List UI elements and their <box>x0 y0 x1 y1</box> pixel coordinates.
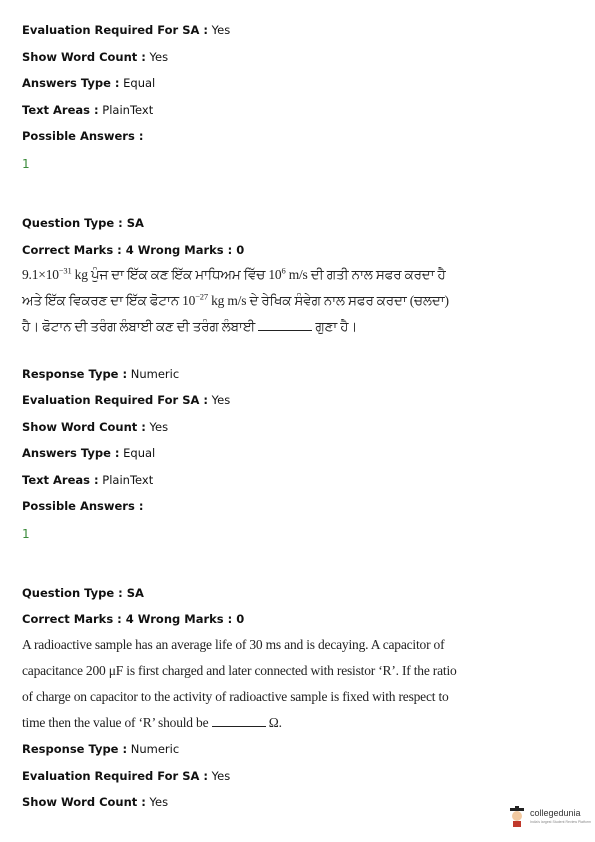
answers-type-row: Answers Type : Equal <box>22 76 156 90</box>
marks-row: Correct Marks : 4 Wrong Marks : 0 <box>22 612 245 626</box>
response-type-row: Response Type : Numeric <box>22 742 180 756</box>
collegedunia-logo: collegedunia India's largest Student Review Platform <box>508 806 588 832</box>
eval-required-row: Evaluation Required For SA : Yes <box>22 23 231 37</box>
text-areas-row: Text Areas : PlainText <box>22 103 154 117</box>
question-type: Question Type : SA <box>22 216 144 230</box>
show-word-count-row: Show Word Count : Yes <box>22 50 169 64</box>
possible-answers-label: Possible Answers : <box>22 129 144 143</box>
question-type: Question Type : SA <box>22 586 144 600</box>
marks-row: Correct Marks : 4 Wrong Marks : 0 <box>22 243 245 257</box>
response-type-row: Response Type : Numeric <box>22 367 180 381</box>
possible-answer-value: 1 <box>22 527 30 541</box>
answer-blank <box>212 716 266 727</box>
show-word-count-row: Show Word Count : Yes <box>22 795 169 809</box>
possible-answers-label: Possible Answers : <box>22 499 144 513</box>
mascot-icon <box>508 806 526 828</box>
answer-blank <box>258 320 312 331</box>
question-text: $9.1\times 10^{-31}$ kg ਪੁੰਜ ਦਾ ਇੱਕ ਕਣ ਇੱਕ ਮਾਧਿਅਮ ਵਿੱਚ $10^6$ m/s ਦੀ ਗਤੀ ਨਾਲ ਸਫਰ ਕਰਦਾ ਹੈ ਅਤੇ ਇੱਕ ਵਿਕਰਣ ਦਾ ਇੱਕ ਫੋਟਾਨ $10^{-27}$ kg m/s ਦੇ ਰੇਖਿਕ ਸੰਵੇਗ ਨਾਲ ਸਫਰ ਕਰਦਾ (ਚਲਦਾ) ਹੈ। ਫੋਟਾਨ ਦੀ ਤਰੰਗ ਲੰਬਾਈ ਕਣ ਦੀ ਤਰੰਗ ਲੰਬਾਈ ਗੁਣਾ ਹੈ। <box>22 265 449 334</box>
question-text: A radioactive sample has an average life of 30 ms and is decaying. A capacitor of capacitance 200 μF is first charged and later connected with resistor ‘R’. If the ratio of charge on capacitor to the activity of radioactive sample is fixed with respect to time then the value of ‘R’ should be Ω. <box>22 637 457 730</box>
eval-required-row: Evaluation Required For SA : Yes <box>22 769 231 783</box>
possible-answer-value: 1 <box>22 157 30 171</box>
answers-type-row: Answers Type : Equal <box>22 446 156 460</box>
eval-required-row: Evaluation Required For SA : Yes <box>22 393 231 407</box>
show-word-count-row: Show Word Count : Yes <box>22 420 169 434</box>
text-areas-row: Text Areas : PlainText <box>22 473 154 487</box>
